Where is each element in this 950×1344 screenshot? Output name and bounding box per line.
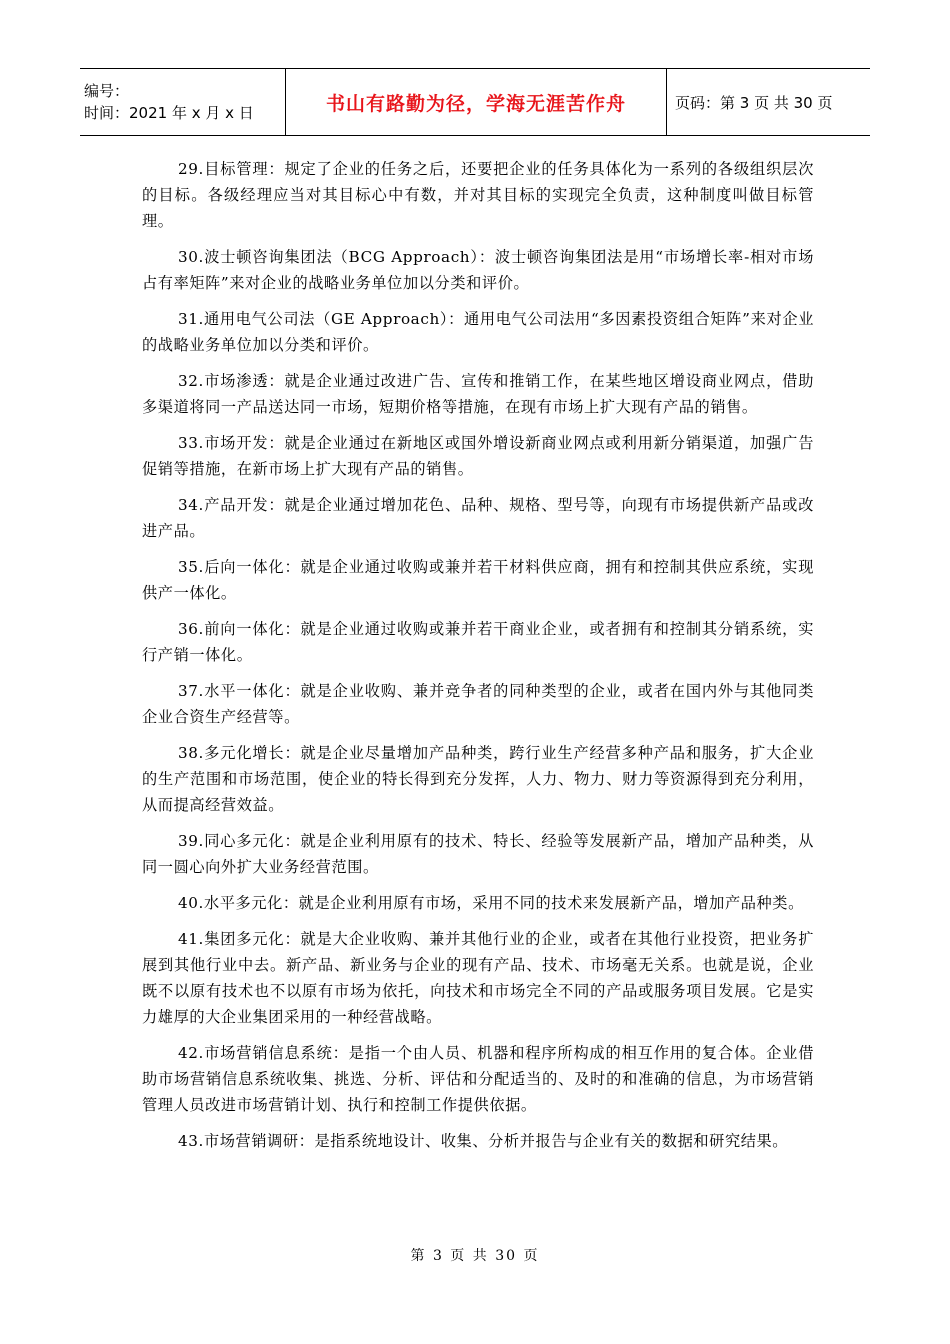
paragraph: 32.市场渗透：就是企业通过改进广告、宣传和推销工作，在某些地区增设商业网点，借助多渠道将同一产品送达同一市场，短期价格等措施，在现有市场上扩大现有产品的销售。	[142, 372, 814, 416]
paragraph: 37.水平一体化：就是企业收购、兼并竞争者的同种类型的企业，或者在国内外与其他同类企业合资生产经营等。	[142, 682, 814, 726]
header-meta	[80, 69, 286, 136]
paragraph: 39.同心多元化：就是企业利用原有的技术、特长、经验等发展新产品，增加产品种类，从同一圆心向外扩大业务经营范围。	[142, 832, 814, 876]
paragraph: 36.前向一体化：就是企业通过收购或兼并若干商业企业，或者拥有和控制其分销系统，实行产销一体化。	[142, 620, 814, 664]
paragraph: 33.市场开发：就是企业通过在新地区或国外增设新商业网点或利用新分销渠道，加强广告促销等措施，在新市场上扩大现有产品的销售。	[142, 434, 814, 478]
serial-label: 编号：	[84, 82, 130, 100]
paragraph: 41.集团多元化：就是大企业收购、兼并其他行业的企业，或者在其他行业投资，把业务扩展到其他行业中去。新产品、新业务与企业的现有产品、技术、市场毫无关系。也就是说，企业既不以原有技术也不以原有市场为依托，向技术和市场完全不同的产品或服务项目发展。它是实力雄厚的大企业集团采用的一种经营战略。	[142, 930, 814, 1026]
document-body	[142, 156, 814, 1164]
paragraph: 31.通用电气公司法（GE Approach）：通用电气公司法用“多因素投资组合矩阵”来对企业的战略业务单位加以分类和评价。	[142, 310, 814, 354]
paragraph: 38.多元化增长：就是企业尽量增加产品种类，跨行业生产经营多种产品和服务，扩大企业的生产范围和市场范围，使企业的特长得到充分发挥，人力、物力、财力等资源得到充分利用，从而提高经营效益。	[142, 744, 814, 814]
page-header	[80, 68, 870, 136]
paragraph: 34.产品开发：就是企业通过增加花色、品种、规格、型号等，向现有市场提供新产品或改进产品。	[142, 496, 814, 540]
paragraph: 40.水平多元化：就是企业利用原有市场，采用不同的技术来发展新产品，增加产品种类。	[178, 894, 804, 912]
date-label: 时间：2021 年 x 月 x 日	[84, 104, 254, 122]
paragraph: 30.波士顿咨询集团法（BCG Approach）：波士顿咨询集团法是用“市场增长率-相对市场占有率矩阵”来对企业的战略业务单位加以分类和评价。	[142, 248, 814, 292]
paragraph: 29.目标管理：规定了企业的任务之后，还要把企业的任务具体化为一系列的各级组织层次的目标。各级经理应当对其目标心中有数，并对其目标的实现完全负责，这种制度叫做目标管理。	[142, 160, 814, 230]
paragraph: 35.后向一体化：就是企业通过收购或兼并若干材料供应商，拥有和控制其供应系统，实现供产一体化。	[142, 558, 814, 602]
header-motto: 书山有路勤为径，学海无涯苦作舟	[286, 69, 667, 136]
header-page-label: 页码：第 3 页 共 30 页	[667, 69, 871, 136]
paragraph: 43.市场营销调研：是指系统地设计、收集、分析并报告与企业有关的数据和研究结果。	[178, 1132, 789, 1150]
page-footer: 第 3 页 共 30 页	[410, 1248, 540, 1264]
paragraph: 42.市场营销信息系统：是指一个由人员、机器和程序所构成的相互作用的复合体。企业借助市场营销信息系统收集、挑选、分析、评估和分配适当的、及时的和准确的信息，为市场营销管理人员改进市场营销计划、执行和控制工作提供依据。	[142, 1044, 814, 1114]
